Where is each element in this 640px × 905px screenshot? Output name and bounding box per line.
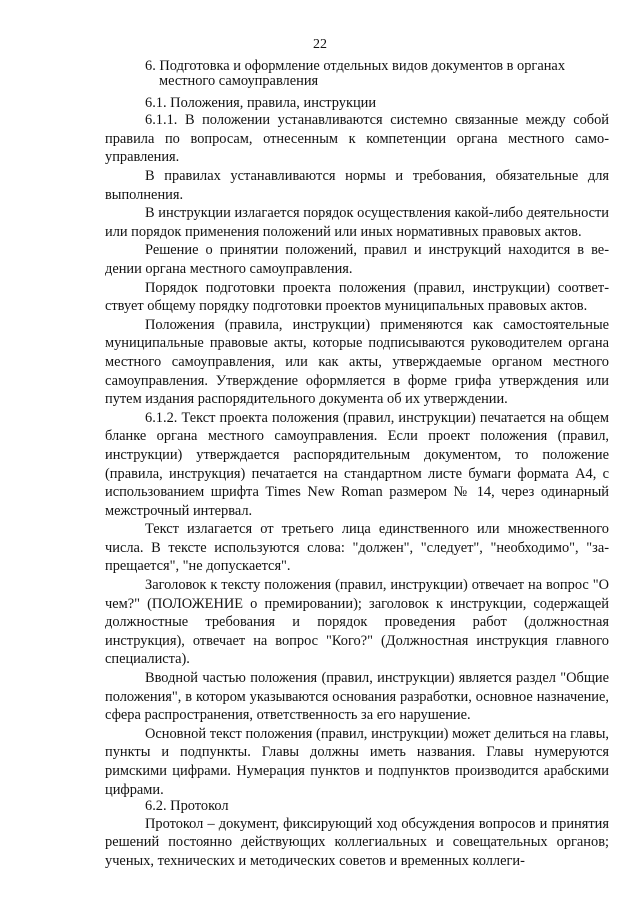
- paragraph: Вводной частью положения (правил, инструкции) является раздел "Общие положения", в котором указываются основания разработки, основное назначение, сфера распространения, ответственность за его нарушение.: [105, 670, 609, 724]
- section-heading-line1: 6. Подготовка и оформление отдельных видов документов в органах: [145, 58, 566, 74]
- paragraph: Протокол – документ, фиксирующий ход обсуждения вопросов и принятия решений постоянно действующих коллегиальных и совещательных органов; ученых, технических и методических советов и временных коллеги-: [105, 815, 609, 869]
- page-content: [105, 59, 609, 870]
- paragraph: Заголовок к тексту положения (правил, инструкции) отвечает на вопрос "О чем?" (ПОЛОЖЕНИЕ о премировании); заголовок к инструкции, содержащей должностные требования и порядок проведения работ (должностная инструкция), отвечает на вопрос "Кого?" (Должностная инструкция главного специалиста).: [105, 577, 609, 668]
- paragraph: Решение о принятии положений, правил и инструкций находится в ведении органа местного самоуправления.: [105, 242, 609, 277]
- paragraph: В инструкции излагается порядок осуществления какой-либо деятельности или порядок применения положений или иных нормативных правовых актов.: [105, 205, 609, 240]
- paragraph: 6.1.1. В положении устанавливаются системно связанные между собой правила по вопросам, отнесенным к компетенции органа местного самоуправления.: [105, 112, 609, 166]
- subsection-heading-2: 6.2. Протокол: [145, 798, 229, 815]
- section-heading-line2: местного самоуправления: [159, 73, 319, 90]
- section-heading: [105, 59, 609, 90]
- paragraph: Текст излагается от третьего лица единственного или множественного числа. В тексте используются слова: "должен", "следует", "необходимо", "запрещается", "не допускается".: [105, 521, 609, 575]
- paragraph: 6.1.2. Текст проекта положения (правил, инструкции) печатается на общем бланке органа местного самоуправления. Если проект положения (правил, инструкции) утверждается распорядительным документом, то положение (правила, инструкция) печатается на стандартном листе бумаги формата А4, с использованием шрифта Times New Roman размером № 14, через одинарный межстрочный интервал.: [105, 409, 609, 519]
- paragraph: В правилах устанавливаются нормы и требования, обязательные для выполнения.: [105, 168, 609, 203]
- paragraph: Порядок подготовки проекта положения (правил, инструкции) соответствует общему порядку подготовки проектов муниципальных правовых актов.: [105, 279, 609, 315]
- page-number: 22: [313, 37, 327, 52]
- paragraph: Основной текст положения (правил, инструкции) может делиться на главы, пункты и подпункты. Главы должны иметь названия. Главы нумеруются римскими цифрами. Нумерация пунктов и подпунктов производится арабскими цифрами.: [105, 725, 609, 798]
- subsection-heading-1: 6.1. Положения, правила, инструкции: [145, 94, 377, 111]
- paragraph: Положения (правила, инструкции) применяются как самостоятельные муниципальные правовые акты, которые подписываются руководителем органа местного самоуправления, или как акты, утверждаемые органом местного самоуправления. Утверждение оформляется в форме грифа утверждения или путем издания распорядительного документа об их утверждении.: [105, 316, 609, 408]
